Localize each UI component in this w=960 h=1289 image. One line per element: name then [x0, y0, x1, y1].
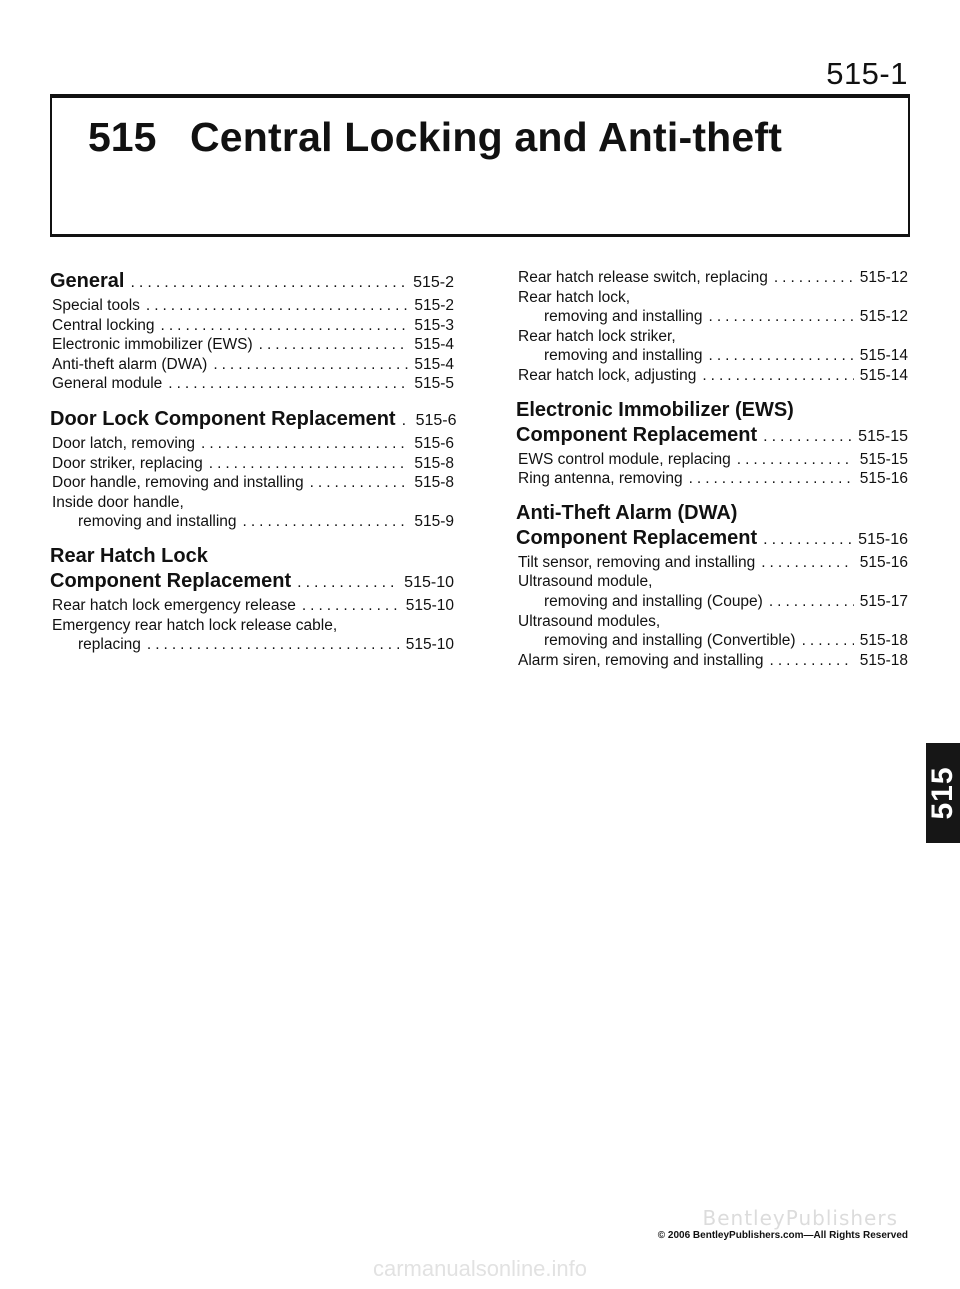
- toc-entry[interactable]: Electronic immobilizer (EWS) ..... 515-4: [50, 335, 454, 355]
- toc-entry[interactable]: removing and installing ..... 515-14: [516, 346, 908, 366]
- toc-section-dwa[interactable]: Component Replacement ..... 515-16: [516, 525, 908, 553]
- page-number: 515-1: [826, 56, 908, 91]
- toc-section-rear-hatch[interactable]: Component Replacement ..... 515-10: [50, 568, 454, 596]
- toc-entry[interactable]: Door latch, removing ..... 515-6: [50, 434, 454, 454]
- toc-entry-line1[interactable]: Ultrasound modules,: [518, 612, 661, 630]
- toc-entry[interactable]: EWS control module, replacing ..... 515-15: [516, 450, 908, 470]
- site-footer-watermark: carmanualsonline.info: [372, 1256, 588, 1281]
- toc-section-ews[interactable]: Component Replacement ..... 515-15: [516, 422, 908, 450]
- side-tab-label: 515: [926, 766, 959, 820]
- chapter-title: Central Locking and Anti-theft: [190, 114, 783, 160]
- publisher-watermark: BentleyPublishers: [702, 1206, 898, 1230]
- toc-entry[interactable]: Door striker, replacing ..... 515-8: [50, 454, 454, 474]
- toc-left-column: [50, 268, 457, 655]
- section-side-tab: [926, 743, 960, 843]
- toc-entry[interactable]: Rear hatch lock emergency release ..... 515-10: [50, 596, 454, 616]
- toc-entry-line1[interactable]: Rear hatch lock striker,: [518, 327, 676, 345]
- toc-entry[interactable]: Special tools ..... 515-2: [50, 296, 454, 316]
- toc-section-dwa-line1[interactable]: Anti-Theft Alarm (DWA): [516, 501, 738, 524]
- toc-entry[interactable]: Central locking ..... 515-3: [50, 316, 454, 336]
- toc-entry-line1[interactable]: Rear hatch lock,: [518, 288, 630, 306]
- toc-entry[interactable]: Rear hatch release switch, replacing ..... 515-12: [516, 268, 908, 288]
- toc-section-ews-line1[interactable]: Electronic Immobilizer (EWS): [516, 398, 794, 421]
- toc-entry[interactable]: removing and installing (Coupe) ..... 515-17: [516, 592, 908, 612]
- toc-entry[interactable]: General module ..... 515-5: [50, 374, 454, 394]
- toc-entry[interactable]: removing and installing ..... 515-12: [516, 307, 908, 327]
- toc-entry-line1[interactable]: Ultrasound module,: [518, 573, 653, 591]
- toc-section-rear-hatch-line1[interactable]: Rear Hatch Lock: [50, 544, 208, 567]
- toc-entry[interactable]: Rear hatch lock, adjusting ..... 515-14: [516, 366, 908, 386]
- toc-entry[interactable]: Tilt sensor, removing and installing ..... 515-16: [516, 553, 908, 573]
- toc-right-column: [516, 268, 908, 670]
- toc-entry[interactable]: Alarm siren, removing and installing ..... 515-18: [516, 651, 908, 671]
- toc-entry[interactable]: removing and installing ..... 515-9: [50, 512, 454, 532]
- toc-section-general[interactable]: General ..... 515-2: [50, 268, 454, 296]
- toc-entry[interactable]: Anti-theft alarm (DWA) ..... 515-4: [50, 355, 454, 375]
- copyright-notice: © 2006 BentleyPublishers.com—All Rights Reserved: [657, 1230, 908, 1241]
- toc-entry-line1[interactable]: Emergency rear hatch lock release cable,: [52, 616, 338, 634]
- toc-entry[interactable]: removing and installing (Convertible) ..... 515-18: [516, 631, 908, 651]
- toc-entry[interactable]: replacing ..... 515-10: [50, 635, 454, 655]
- toc-section-door-lock[interactable]: Door Lock Component Replacement ..... 515-6: [50, 406, 454, 434]
- chapter-title-box: [50, 94, 910, 237]
- toc-entry[interactable]: Door handle, removing and installing ..... 515-8: [50, 473, 454, 493]
- toc-entry-line1[interactable]: Inside door handle,: [52, 493, 184, 511]
- chapter-number: 515: [88, 114, 157, 160]
- toc-entry[interactable]: Ring antenna, removing ..... 515-16: [516, 469, 908, 489]
